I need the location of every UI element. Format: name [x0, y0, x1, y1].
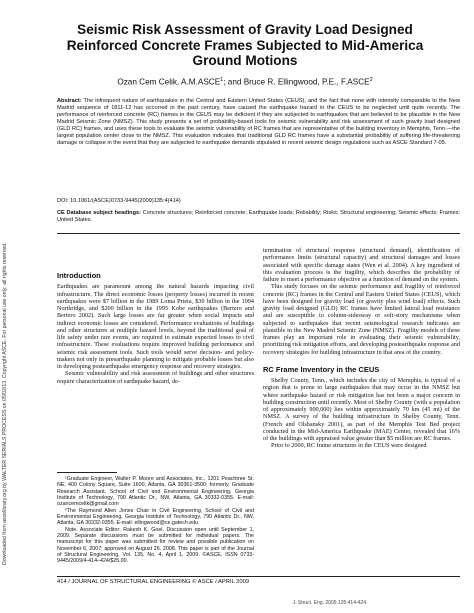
- title-line-2: Reinforced Concrete Frames Subjected to Mid-America: [66, 37, 424, 53]
- inventory-paragraph-2: Prior to 2000, RC frame structures in the CEUS were designed: [271, 442, 427, 450]
- section-heading-inventory: RC Frame Inventory in the CEUS: [263, 364, 380, 374]
- title-line-1: Seismic Risk Assessment of Gravity Load Designed: [77, 22, 413, 37]
- footnotes: [57, 476, 254, 565]
- citation: J. Struct. Eng. 2009.135:414-424.: [292, 600, 368, 606]
- author-2-marker: 2: [369, 77, 373, 83]
- doi: DOI: 10.1061/(ASCE)0733-9445(2009)135:4(414): [57, 198, 181, 204]
- page-footer: 414 / JOURNAL OF STRUCTURAL ENGINEERING © ASCE / APRIL 2009: [57, 579, 250, 585]
- abstract: [57, 98, 460, 147]
- intro-paragraph-1: Earthquakes are paramount among the natural hazards impacting civil infrastructure. The direct economic losses (property losses) incurred in recent earthquakes were $7 billion in the 1989 Loma Prieta, $30 billion in the 1994 Northridge, and $200 billion in the 1995 Kobe earthquakes (Bertero and Bertero 2002). Such large losses are far greater when social impacts and indirect economic losses are considered. Performance evaluations of buildings and other structures at multiple hazard levels, beyond the traditional goal of life safety under rare events, are required to estimate expected losses to civil infrastructure. These evaluations require improved building performance and seismic risk assessment tools. Such tools would serve decision- and policy-makers not only in preearthquake planning to mitigate probable losses but also in developing postearthquake emergency response and recovery strategies.: [57, 283, 254, 370]
- author-1: Ozan Cem Celik, A.M.ASCE: [117, 77, 221, 87]
- abstract-text: The infrequent nature of earthquakes in the Central and Eastern United States (CEUS), and the fact that none with intensity comparable to the New Madrid sequence of 1811-12 has occurred in the past century, have caused the earthquake hazard in the CEUS to be neglected until quite recently. The performance of reinforced concrete (RC) frames in the CEUS may be deficient if they are subjected to earthquakes that are believed to be plausible in the New Madrid Seismic Zone (NMSZ). This study presents a set of probability-based tools for seismic vulnerability and risk assessment of such gravity load designed (GLD RC) frames, and uses these tools to evaluate the seismic vulnerability of RC frames that are representative of the building inventory in Memphis, Tenn.—the largest population center close to the NMSZ. This evaluation indicates that traditional GLD RC frames have a substantial probability of suffering life-threatening damage or collapse in the event that they are subjected to earthquake demands stipulated in recent seismic design regulations such as ASCE Standard 7-05.: [57, 98, 460, 147]
- abstract-label: Abstract:: [57, 98, 82, 104]
- intro-paragraph-2: Seismic vulnerability and risk assessment of buildings and other structures require characterization of earthquake hazard, de-: [57, 370, 254, 385]
- left-column: [57, 272, 254, 385]
- author-1-marker: 1: [220, 77, 224, 83]
- footnote-note: Note. Associate Editor: Rakesh K. Goel. Discussion open until September 1, 2009. Separate discussions must be submitted for individual papers. The manuscript for this paper was submitted for review and possible publication on November 6, 2007; approved on August 26, 2008. This paper is part of the Journal of Structural Engineering, Vol. 135, No. 4, April 1, 2009. ©ASCE, ISSN 0733-9445/2009/4-414–424/$25.00.: [57, 526, 254, 565]
- title-line-3: Ground Motions: [192, 53, 298, 69]
- inventory-paragraph-1: Shelby County, Tenn., which includes the city of Memphis, is typical of a region that is prone to large earthquakes that may occur in the NMSZ but where earthquake hazard or risk mitigation has not been a major concern in building construction until recently. Most of Shelby County (with a population of approximately 900,000) lies within approximately 70 km (45 mi) of the NMSZ. A survey of the building infrastructure in Shelby County, Tenn. (French and Olshansky 2001), as part of the Memphis Test Bed project conducted in the Mid-America Earthquake (MAE) Center, revealed that 16% of the buildings with appraised value greater than $5 million are RC frames.: [263, 377, 460, 442]
- footer-divider: [57, 576, 460, 577]
- subject-headings-text: Concrete structures; Reinforced concrete; Earthquake loads; Reliability; Risks; Structural engineering; Seismic effects; Frames; United States.: [57, 210, 460, 224]
- section-heading-introduction: Introduction: [57, 271, 101, 280]
- download-notice: [2, 95, 12, 565]
- right-column: [263, 247, 460, 450]
- download-notice-text: Downloaded from ascelibrary.org by WALTER SERIALS PROCESS on 05/02/13. Copyright ASCE. For personal use only; all rights reserved.: [2, 242, 8, 565]
- right-paragraph-1: termination of structural response (structural demand), identification of performance limits (structural capacity) and structural damages and losses associated with specific damage states (Wen et al. 2004). A key ingredient of this evaluation process is the fragility, which describes the probability of failure to meet a performance objective as a function of demand on the system.: [263, 247, 460, 283]
- author-line: [30, 77, 460, 87]
- header-divider: [57, 233, 460, 234]
- footnote-1: ¹Graduate Engineer, Walter P. Moore and Associates, Inc., 1201 Peachtree St. NE, 400 Colony Square, Suite 1600, Atlanta, GA 30361-3500; formerly, Graduate Research Assistant, School of Civil and Environmental Engineering, Georgia Institute of Technology, 790 Atlantic Dr., NW, Atlanta, GA 30332-0355. E-mail: ozancemcelik@gmail.com: [57, 476, 254, 508]
- subject-headings-label: CE Database subject headings:: [57, 210, 141, 216]
- subject-headings: [57, 210, 460, 224]
- author-separator: ; and Bruce R. Ellingwood, P.E., F.ASCE: [223, 77, 370, 87]
- right-paragraph-2: This study focuses on the seismic performance and fragility of reinforced concrete (RC) frames in the Central and Eastern United States (CEUS), which have been designed for gravity load (or gravity plus wind load) effects. Such gravity load designed (GLD) RC frames have limited lateral load resistance and are susceptible to column-sidesway or soft-story mechanisms when subjected to earthquakes that recent seismological research indicates are plausible in the New Madrid Seismic Zone (NMSZ). Fragility models of these frames play an important role in evaluating their seismic vulnerability, prioritizing risk mitigation efforts, and developing postearthquake response and recovery strategies for building infrastructure in that area of the country.: [263, 283, 460, 356]
- footnote-2: ²The Raymond Allen Jones Chair in Civil Engineering, School of Civil and Environmental Engineering, Georgia Institute of Technology, 790 Atlantic Dr., NW, Atlanta, GA 30332-0355. E-mail: ellingwood@ce.gatech.edu: [57, 507, 254, 527]
- footnote-divider: [57, 472, 117, 473]
- paper-title: [30, 22, 460, 69]
